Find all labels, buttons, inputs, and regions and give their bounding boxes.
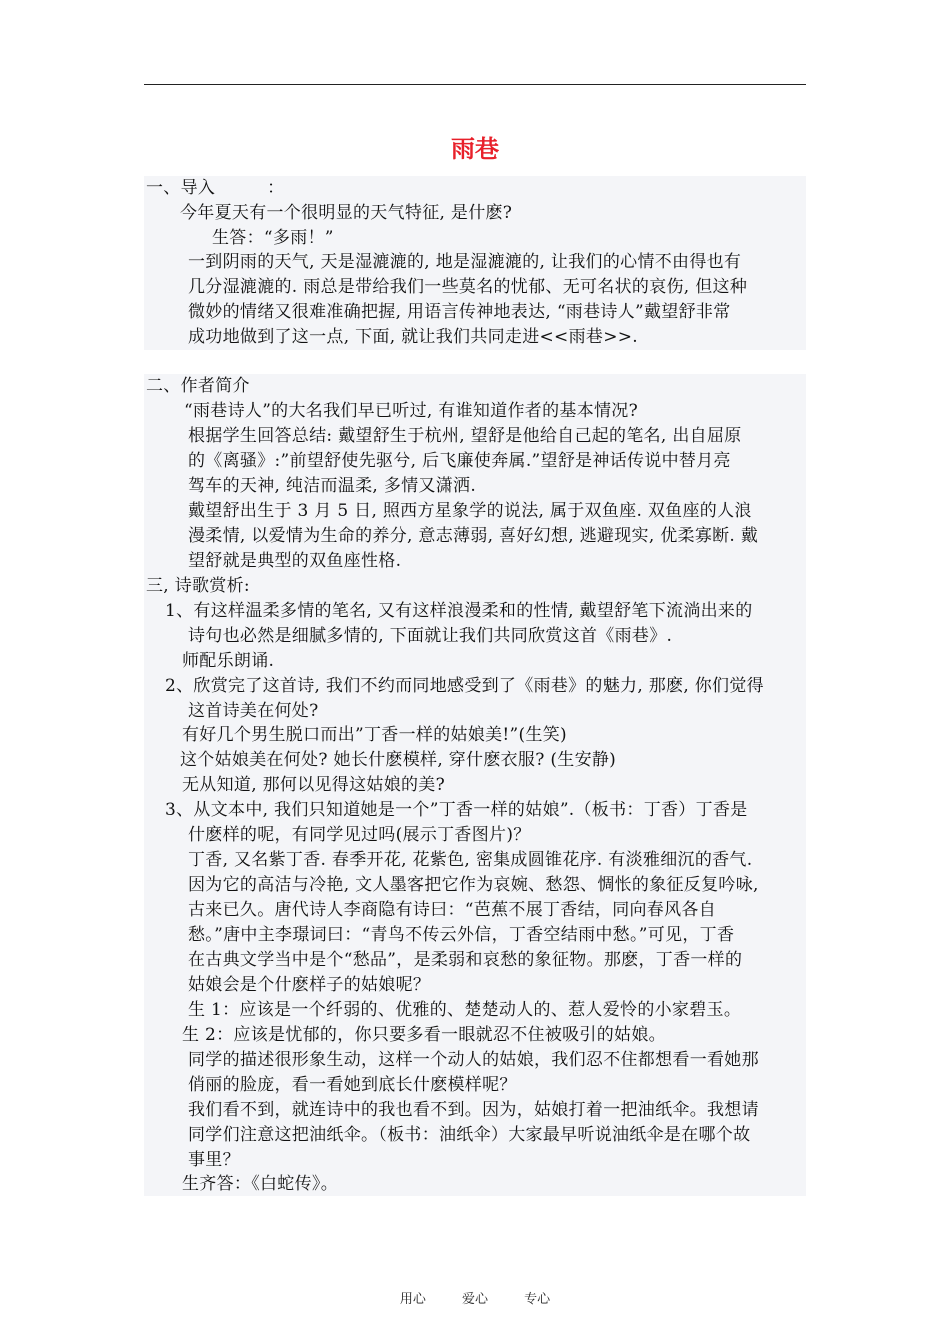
text-line: 戴望舒出生于 3 月 5 日, 照西方星象学的说法, 属于双鱼座. 双鱼座的人浪 <box>188 501 752 521</box>
text-line: 生答：“多雨！” <box>212 228 334 248</box>
text-line: 一、导入 ： <box>146 178 285 198</box>
text-line: 生齐答：《白蛇传》。 <box>182 1174 338 1194</box>
text-line: 成功地做到了这一点, 下面, 就让我们共同走进<<雨巷>>. <box>188 327 638 347</box>
text-line: 今年夏天有一个很明显的天气特征, 是什麽? <box>180 203 513 223</box>
text-line: 丁香, 又名紫丁香. 春季开花, 花紫色, 密集成圆锥花序. 有淡雅细沉的香气. <box>188 850 753 870</box>
text-line: 什麽样的呢，有同学见过吗(展示丁香图片)？ <box>188 825 531 845</box>
text-line: 姑娘会是个什麽样子的姑娘呢？ <box>188 975 431 995</box>
page-footer <box>0 1288 950 1307</box>
text-line: 微妙的情绪又很难准确把握, 用语言传神地表达, “雨巷诗人”戴望舒非常 <box>188 302 731 322</box>
text-line: 生 2：应该是忧郁的，你只要多看一眼就忍不住被吸引的姑娘。 <box>182 1025 666 1045</box>
text-line: 根据学生回答总结: 戴望舒生于杭州, 望舒是他给自己起的笔名, 出自屈原 <box>188 426 742 446</box>
text-line: 望舒就是典型的双鱼座性格. <box>188 551 402 571</box>
text-line: 漫柔情, 以爱情为生命的养分, 意志薄弱, 喜好幻想, 逃避现实, 优柔寡断. 戴 <box>188 526 759 546</box>
text-line: 这首诗美在何处? <box>188 701 319 721</box>
text-line: 1、有这样温柔多情的笔名, 又有这样浪漫柔和的性情, 戴望舒笔下流淌出来的 <box>165 601 753 621</box>
text-line: 无从知道, 那何以见得这姑娘的美? <box>182 775 446 795</box>
text-line: 事里？ <box>188 1150 240 1170</box>
text-line: 一到阴雨的天气, 天是湿漉漉的, 地是湿漉漉的, 让我们的心情不由得也有 <box>188 252 742 272</box>
text-line: 生 1：应该是一个纤弱的、优雅的、楚楚动人的、惹人爱怜的小家碧玉。 <box>188 1000 742 1020</box>
text-line: “雨巷诗人”的大名我们早已听过, 有谁知道作者的基本情况? <box>184 401 639 421</box>
footer-text: 爱心 <box>461 1292 488 1307</box>
text-line: 同学们注意这把油纸伞。（板书：油纸伞）大家最早听说油纸伞是在哪个故 <box>188 1125 751 1145</box>
footer-text: 用心 <box>399 1292 426 1307</box>
text-line: 诗句也必然是细腻多情的, 下面就让我们共同欣赏这首《雨巷》. <box>188 626 673 646</box>
text-line: 有好几个男生脱口而出”丁香一样的姑娘美!”(生笑) <box>182 725 567 745</box>
text-line: 2、欣赏完了这首诗, 我们不约而同地感受到了《雨巷》的魅力, 那麽, 你们觉得 <box>165 676 764 696</box>
text-line: 在古典文学当中是个“愁品”，是柔弱和哀愁的象征物。那麽，丁香一样的 <box>188 950 743 970</box>
text-line: 俏丽的脸庞，看一看她到底长什麽模样呢？ <box>188 1075 517 1095</box>
text-line: 我们看不到，就连诗中的我也看不到。因为，姑娘打着一把油纸伞。我想请 <box>188 1100 759 1120</box>
text-line: 这个姑娘美在何处? 她长什麽模样, 穿什麽衣服? (生安静) <box>180 750 617 770</box>
text-line: 古来已久。唐代诗人李商隐有诗曰：“芭蕉不展丁香结，同向春风各自 <box>188 900 716 920</box>
text-line: 因为它的高洁与冷艳, 文人墨客把它作为哀婉、愁怨、惆怅的象征反复吟咏, <box>188 875 759 895</box>
text-line: 二、作者简介 <box>146 376 250 396</box>
text-line: 师配乐朗诵. <box>182 651 275 671</box>
footer-text: 专心 <box>524 1292 551 1307</box>
text-line: 同学的描述很形象生动，这样一个动人的姑娘，我们忍不住都想看一看她那 <box>188 1050 759 1070</box>
text-line: 几分湿漉漉的. 雨总是带给我们一些莫名的忧郁、无可名状的哀伤, 但这种 <box>188 277 748 297</box>
text-line: 的《离骚》:”前望舒使先驱兮, 后飞廉使奔属.”望舒是神话传说中替月亮 <box>188 451 731 471</box>
document-title: 雨巷 <box>451 135 499 163</box>
text-line: 3、从文本中, 我们只知道她是一个”丁香一样的姑娘”.（板书：丁香）丁香是 <box>165 800 748 820</box>
text-line: 三, 诗歌赏析: <box>146 576 250 596</box>
text-line: 驾车的天神, 纯洁而温柔, 多情又潇洒. <box>188 476 477 496</box>
header-rule <box>144 84 806 85</box>
text-line: 愁。”唐中主李璟词曰：“青鸟不传云外信，丁香空结雨中愁。”可见，丁香 <box>188 925 735 945</box>
